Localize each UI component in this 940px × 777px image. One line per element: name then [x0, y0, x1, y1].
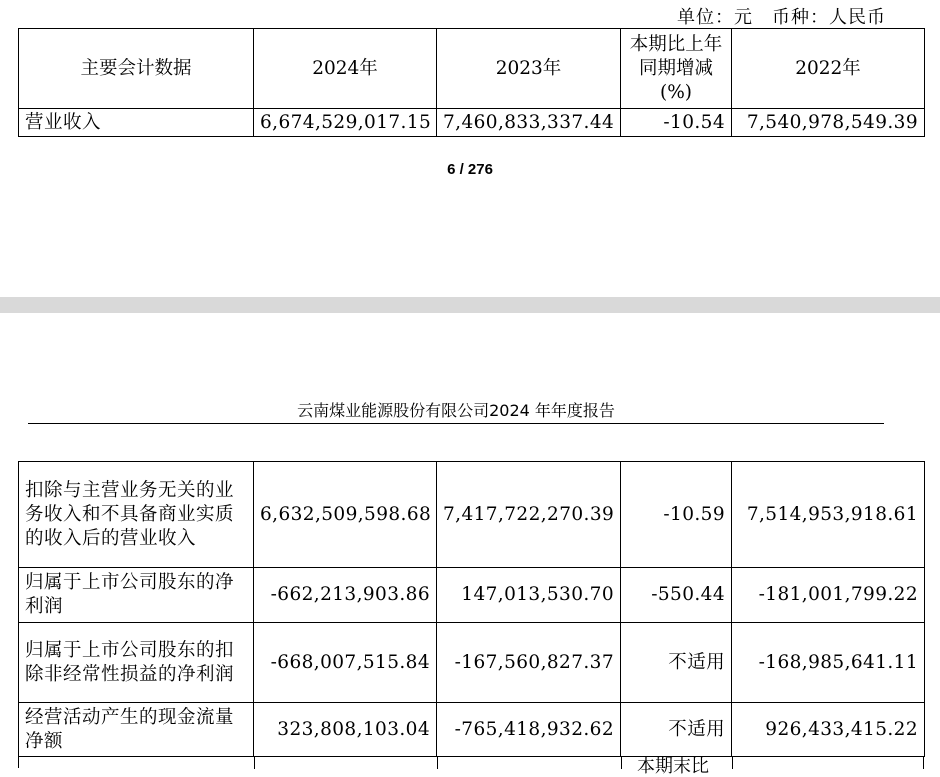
key-accounting-data-table-continued	[18, 461, 925, 757]
value-2024: -662,213,903.86	[254, 568, 437, 623]
table-row	[19, 623, 925, 703]
page-number: 6 / 276	[447, 161, 493, 178]
cutoff-table-row	[18, 756, 924, 777]
value-2024: 323,808,103.04	[254, 703, 437, 757]
value-2024: 6,674,529,017.15	[254, 109, 437, 137]
value-2023: 147,013,530.70	[437, 568, 621, 623]
value-change: -550.44	[621, 568, 732, 623]
header-change-pct: 本期比上年同期增减(%)	[621, 29, 732, 109]
table-header-row	[19, 29, 925, 109]
table-row	[19, 568, 925, 623]
header-2024: 2024年	[254, 29, 437, 109]
table-row	[19, 462, 925, 568]
value-2024: -668,007,515.84	[254, 623, 437, 703]
table-row	[19, 703, 925, 757]
header-2023: 2023年	[437, 29, 621, 109]
cutoff-partial-text: 本期末比	[637, 756, 709, 777]
row-label: 扣除与主营业务无关的业务收入和不具备商业实质的收入后的营业收入	[19, 462, 254, 568]
value-2023: -167,560,827.37	[437, 623, 621, 703]
value-2024: 6,632,509,598.68	[254, 462, 437, 568]
unit-currency-line: 单位：元 币种：人民币	[677, 7, 886, 28]
row-label: 经营活动产生的现金流量净额	[19, 703, 254, 757]
value-change: 不适用	[621, 623, 732, 703]
page-separator	[0, 297, 940, 313]
header-item: 主要会计数据	[19, 29, 254, 109]
row-label: 营业收入	[19, 109, 254, 137]
value-change: -10.59	[621, 462, 732, 568]
table-row	[19, 109, 925, 137]
value-2023: 7,417,722,270.39	[437, 462, 621, 568]
row-label: 归属于上市公司股东的扣除非经常性损益的净利润	[19, 623, 254, 703]
running-header: 云南煤业能源股份有限公司2024 年年度报告	[28, 398, 884, 424]
value-2023: -765,418,932.62	[437, 703, 621, 757]
value-2022: 7,540,978,549.39	[732, 109, 925, 137]
value-2023: 7,460,833,337.44	[437, 109, 621, 137]
value-change: 不适用	[621, 703, 732, 757]
value-2022: 7,514,953,918.61	[732, 462, 925, 568]
value-2022: -181,001,799.22	[732, 568, 925, 623]
row-label: 归属于上市公司股东的净利润	[19, 568, 254, 623]
value-2022: -168,985,641.11	[732, 623, 925, 703]
key-accounting-data-table-header	[18, 28, 925, 137]
value-2022: 926,433,415.22	[732, 703, 925, 757]
value-change: -10.54	[621, 109, 732, 137]
header-2022: 2022年	[732, 29, 925, 109]
